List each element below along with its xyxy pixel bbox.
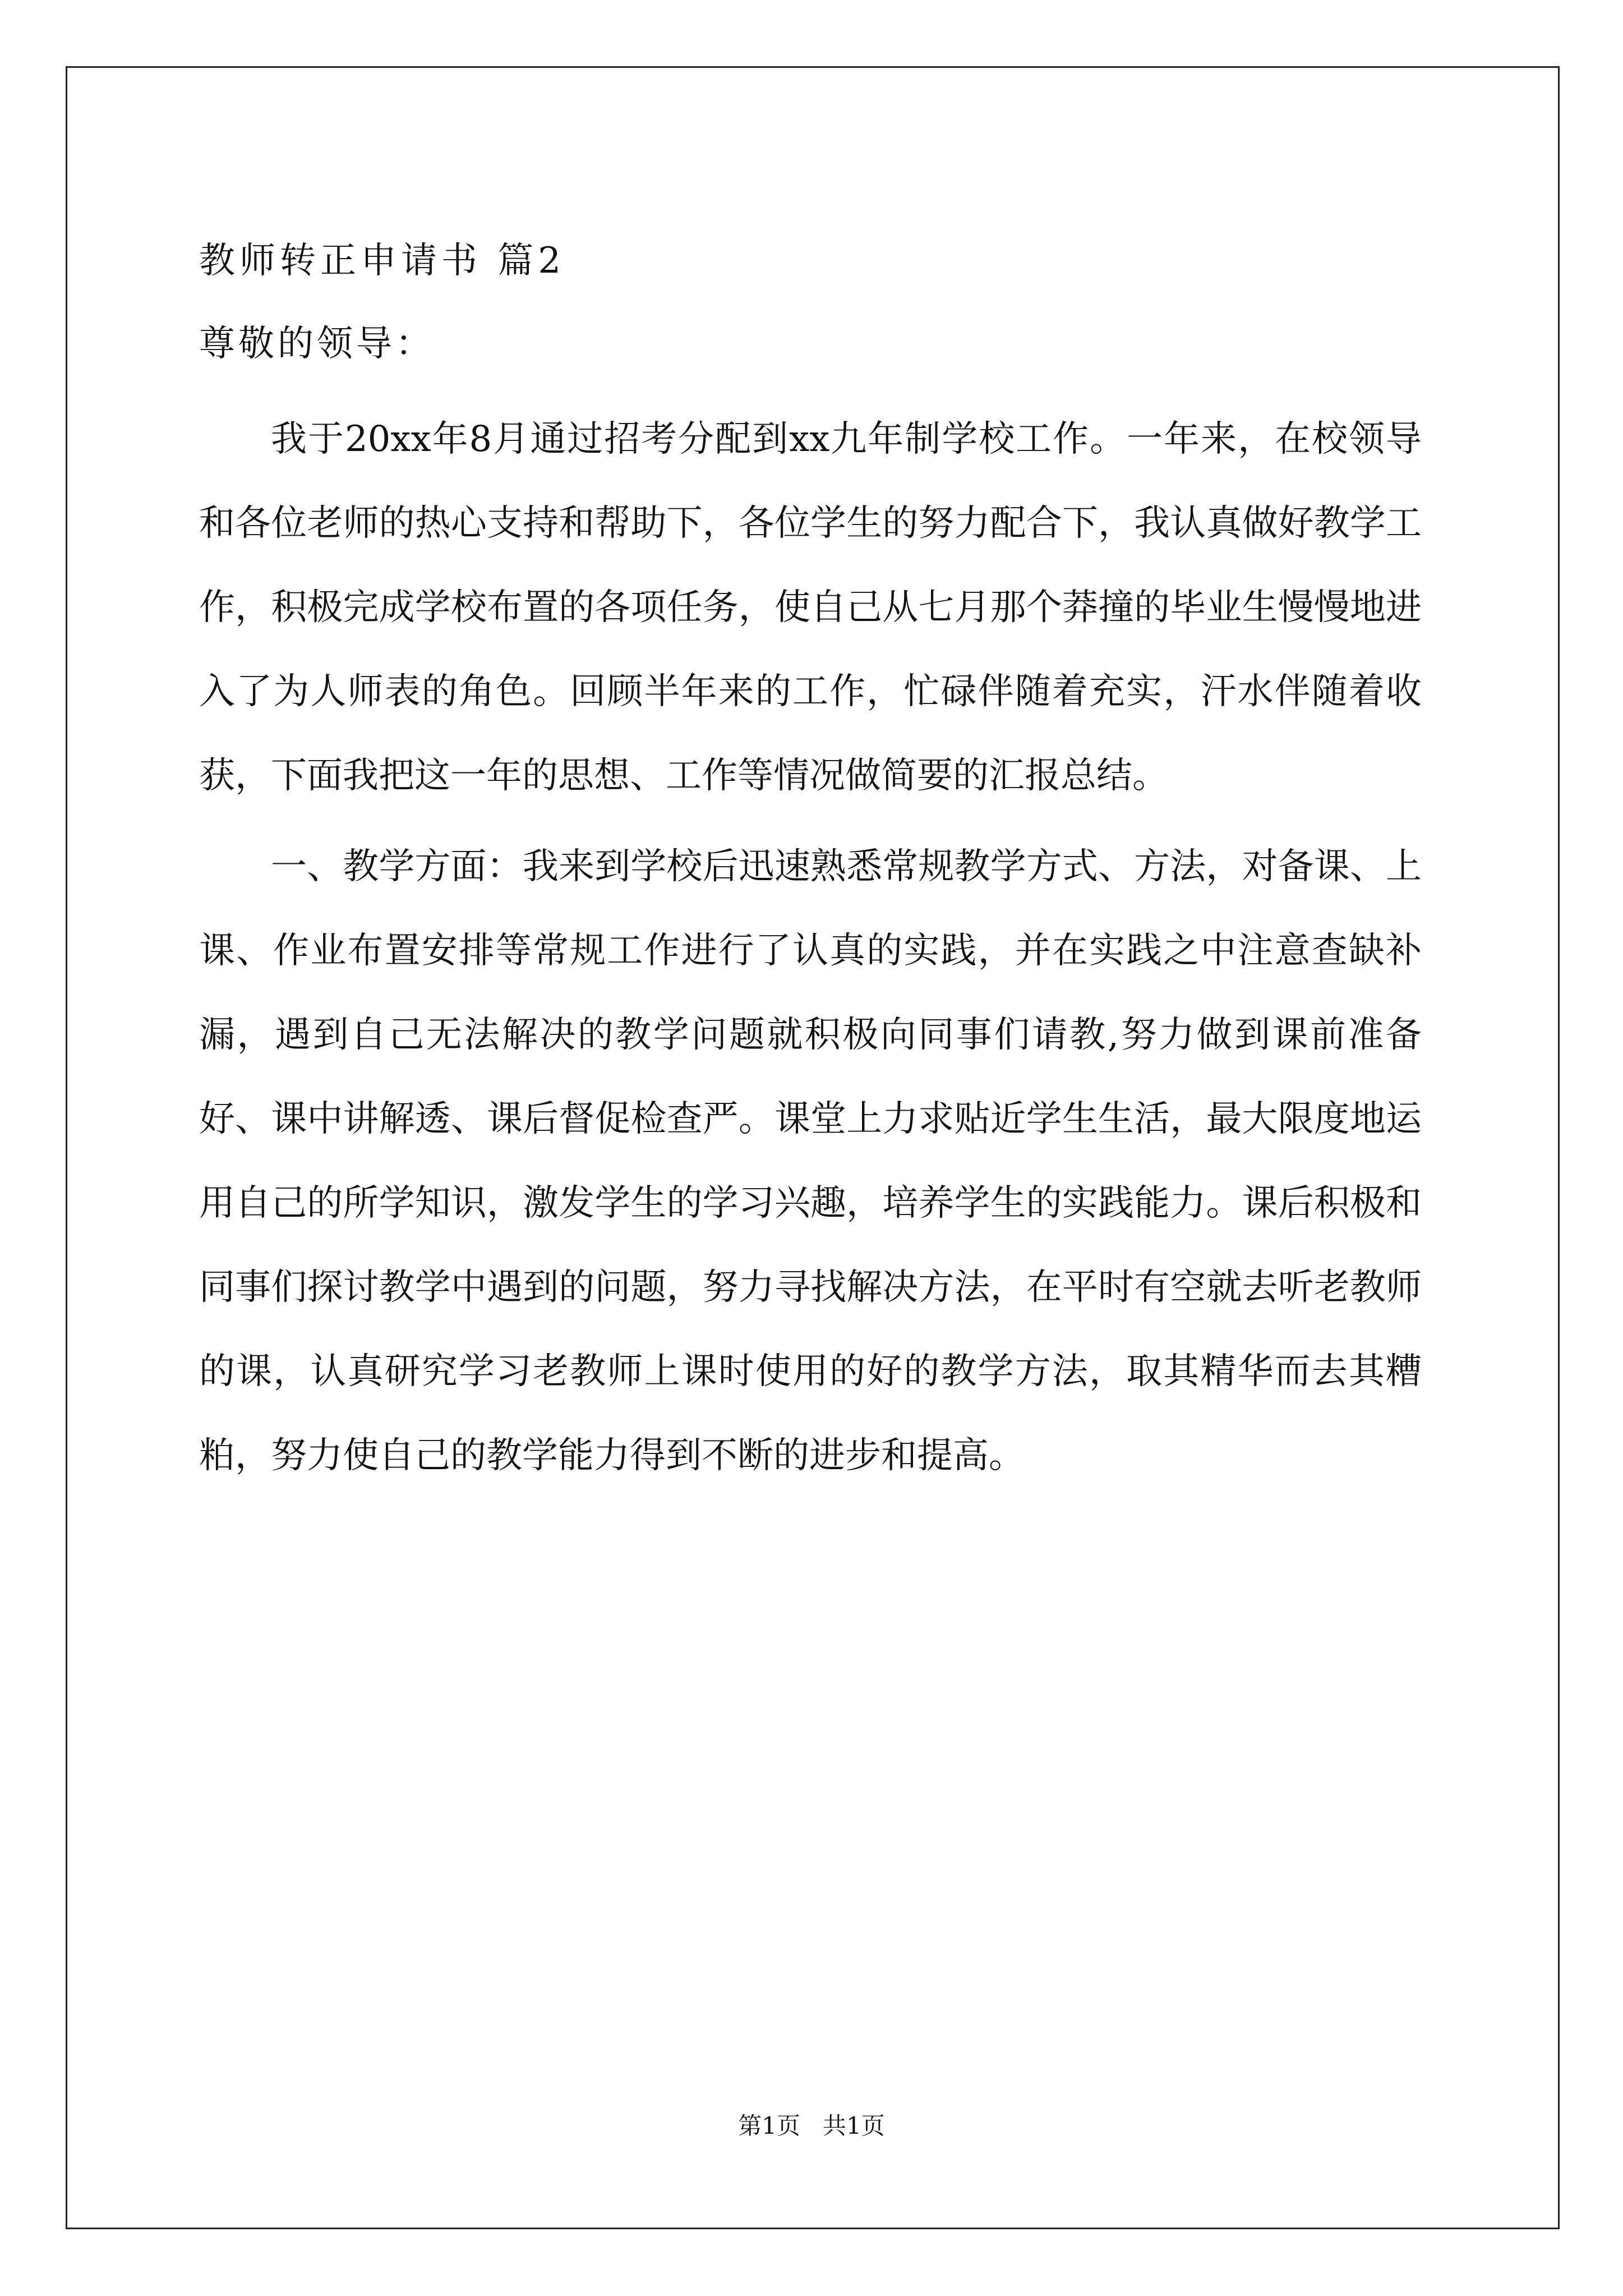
paragraph-spacer xyxy=(199,818,1422,825)
document-body xyxy=(199,222,1422,1498)
paragraph-intro: 我于20xx年8月通过招考分配到xx九年制学校工作。一年来，在校领导和各位老师的热心支持和帮助下，各位学生的努力配合下，我认真做好教学工作，积极完成学校布置的各项任务，使自己从七月那个莽撞的毕业生慢慢地进入了为人师表的角色。回顾半年来的工作，忙碌伴随着充实，汗水伴随着收获，下面我把这一年的思想、工作等情况做简要的汇报总结。 xyxy=(199,418,1422,797)
document-title: 教师转正申请书 篇2 xyxy=(199,240,566,282)
paragraph-teaching: 一、教学方面：我来到学校后迅速熟悉常规教学方式、方法，对备课、上课、作业布置安排等常规工作进行了认真的实践，并在实践之中注意查缺补漏，遇到自己无法解决的教学问题就积极向同事们请教,努力做到课前准备好、课中讲解透、课后督促检查严。课堂上力求贴近学生生活，最大限度地运用自己的所学知识，激发学生的学习兴趣，培养学生的实践能力。课后积极和同事们探讨教学中遇到的问题，努力寻找解决方法，在平时有空就去听老教师的课，认真研究学习老教师上课时使用的好的教学方法，取其精华而去其糟粕，努力使自己的教学能力得到不断的进步和提高。 xyxy=(199,846,1422,1476)
salutation: 尊敬的领导： xyxy=(199,323,435,365)
page-footer: 第1页 共1页 xyxy=(738,2112,885,2139)
